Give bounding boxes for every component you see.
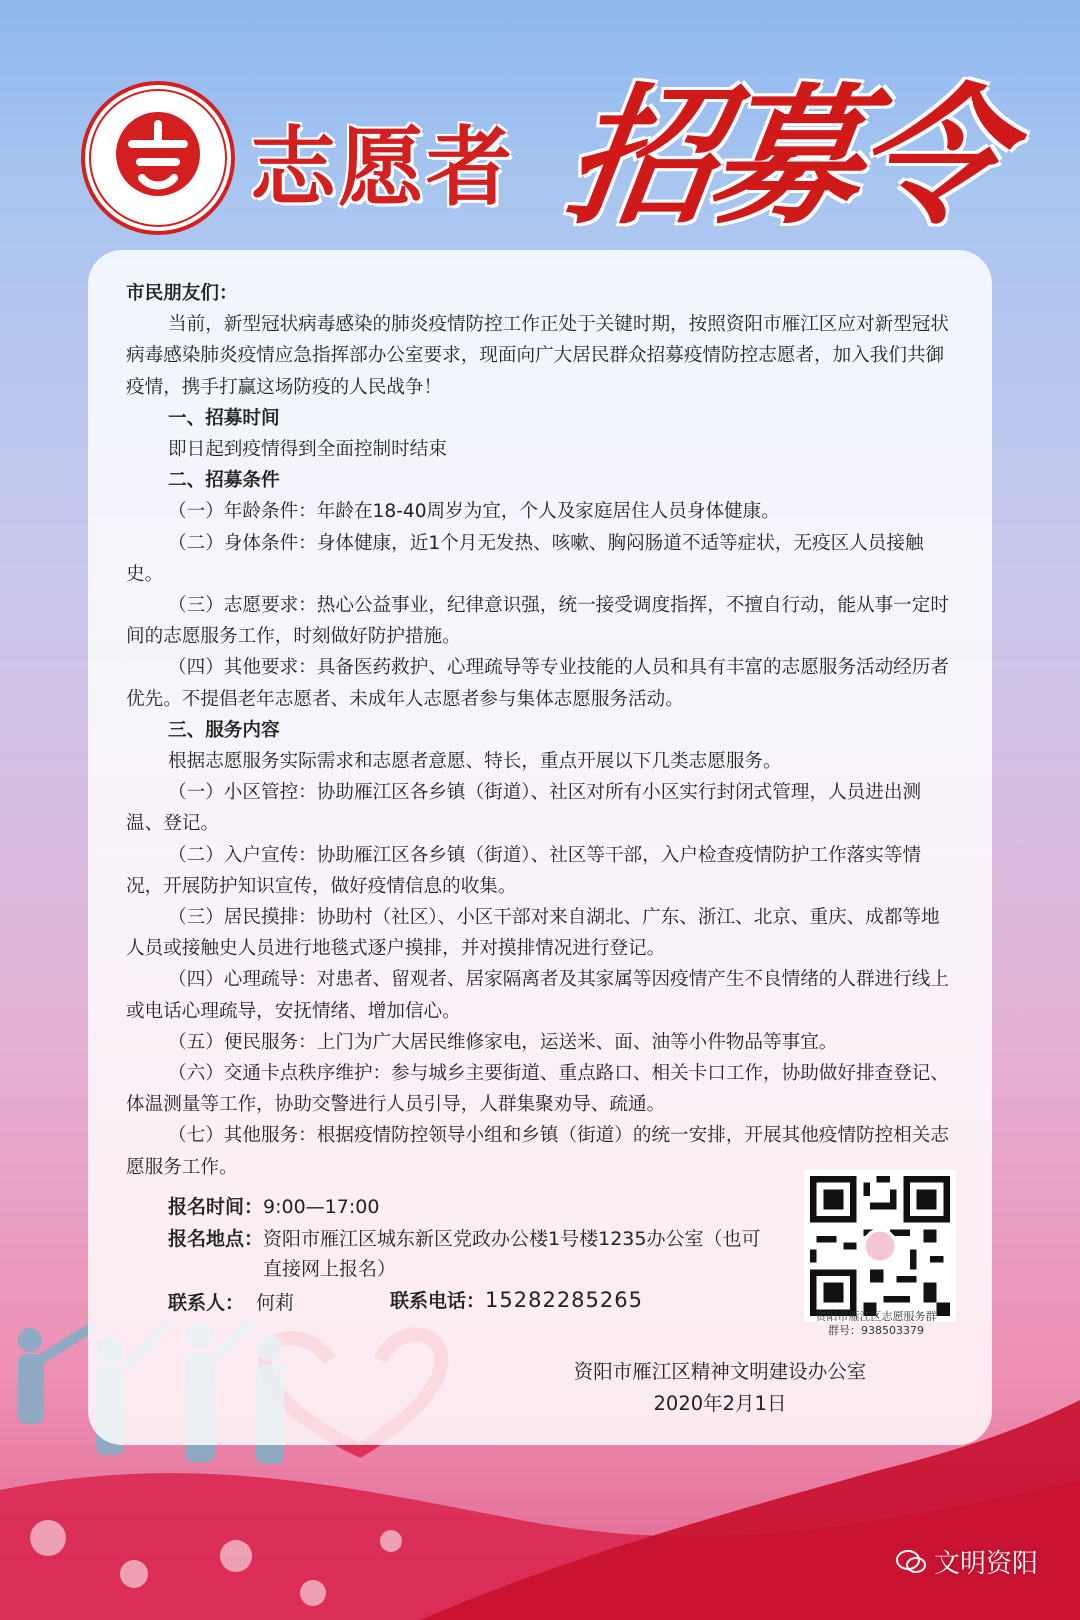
value: 资阳市雁江区城东新区党政办公楼1号楼1235办公室（也可: [263, 1228, 761, 1250]
bokeh-light: [300, 1580, 326, 1606]
notice-body: [126, 278, 956, 1183]
contact-phone: [390, 1286, 643, 1313]
qr-code-icon: [810, 1176, 950, 1316]
intro-paragraph: 当前，新型冠状病毒感染的肺炎疫情防控工作正处于关键时期，按照资阳市雁江区应对新型冠状病毒感染肺炎疫情应急指挥部办公室要求，现面向广大居民群众招募疫情防控志愿者，加入我们共御疫情，携手打赢这场防疫的人民战争！: [126, 314, 949, 398]
bokeh-light: [120, 1560, 148, 1588]
service-item: （一）小区管控：协助雁江区各乡镇（街道）、社区对所有小区实行封闭式管理，人员进出测温、登记。: [126, 782, 922, 835]
label: 报名地点：: [168, 1228, 264, 1250]
registration-place: [168, 1224, 760, 1284]
qr-group-name: 资阳市雁江区志愿服务群: [815, 1310, 937, 1323]
service-item: （五）便民服务：上门为广大居民维修家电，运送米、面、油等小件物品等事宜。: [168, 1031, 838, 1053]
issue-date: 2020年2月1日: [653, 1392, 787, 1415]
poster-title-recruitment: 招募令: [555, 69, 1013, 245]
section-heading: 三、服务内容: [168, 719, 280, 741]
contact-person: [168, 1288, 294, 1315]
salutation: 市民朋友们：: [126, 283, 238, 304]
bokeh-light: [380, 1530, 402, 1552]
bokeh-light: [30, 1520, 66, 1556]
qr-code[interactable]: [804, 1170, 956, 1322]
value: 直接网上报名）: [263, 1258, 397, 1280]
service-item: （四）心理疏导：对患者、留观者、居家隔离者及其家属等因疫情产生不良情绪的人群进行线上或电话心理疏导，安抚情绪、增加信心。: [126, 969, 949, 1022]
section-heading: 一、招募时间: [168, 407, 280, 429]
wechat-icon: [896, 1549, 926, 1575]
poster-title-volunteer: 志愿者: [250, 118, 514, 218]
label: 联系电话：: [390, 1290, 486, 1312]
qr-caption: [796, 1310, 956, 1338]
condition-item: （四）其他要求：具备医药救护、心理疏导等专业技能的人员和具有丰富的志愿服务活动经历者优先。不提倡老年志愿者、未成年人志愿者参与集体志愿服务活动。: [126, 657, 949, 710]
service-item: （二）入户宣传：协助雁江区各乡镇（街道）、社区等干部，入户检查疫情防护工作落实等情况，开展防护知识宣传，做好疫情信息的收集。: [126, 844, 922, 897]
label: 报名时间：: [168, 1196, 264, 1218]
value: 9:00—17:00: [263, 1196, 380, 1218]
service-item: （三）居民摸排：协助村（社区）、小区干部对来自湖北、广东、浙江、北京、重庆、成都等地人员或接触史人员进行地毯式逐户摸排，并对摸排情况进行登记。: [126, 907, 940, 960]
condition-item: （三）志愿要求：热心公益事业，纪律意识强，统一接受调度指挥，不擅自行动，能从事一定时间的志愿服务工作，时刻做好防护措施。: [126, 595, 949, 648]
service-intro: 根据志愿服务实际需求和志愿者意愿、特长，重点开展以下几类志愿服务。: [168, 751, 782, 773]
wechat-account-name: 文明资阳: [933, 1549, 1038, 1579]
bokeh-light: [220, 1540, 252, 1572]
service-item: （六）交通卡点秩序维护：参与城乡主要街道、重点路口、相关卡口工作，协助做好排查登记、体温测量等工作，协助交警进行人员引导，人群集聚劝导、疏通。: [126, 1063, 949, 1116]
label: 联系人：: [168, 1292, 245, 1314]
china-volunteer-service-logo: [80, 80, 236, 236]
section-heading: 二、招募条件: [168, 470, 280, 492]
value: 15282285265: [485, 1288, 643, 1312]
registration-time: [168, 1192, 379, 1219]
condition-item: （二）身体条件：身体健康，近1个月无发热、咳嗽、胸闷肠道不适等症状，无疫区人员接触史。: [126, 532, 924, 585]
value: 何莉: [256, 1292, 295, 1314]
issuer-name: 资阳市雁江区精神文明建设办公室: [573, 1360, 867, 1383]
condition-item: （一）年龄条件：年龄在18-40周岁为宜，个人及家庭居住人员身体健康。: [168, 501, 780, 523]
recruit-time-text: 即日起到疫情得到全面控制时结束: [168, 439, 447, 461]
qr-group-number: 群号：938503379: [828, 1324, 924, 1337]
service-item: （七）其他服务：根据疫情防控领导小组和乡镇（街道）的统一安排，开展其他疫情防控相关志愿服务工作。: [126, 1125, 949, 1178]
wechat-watermark: [896, 1543, 1038, 1580]
